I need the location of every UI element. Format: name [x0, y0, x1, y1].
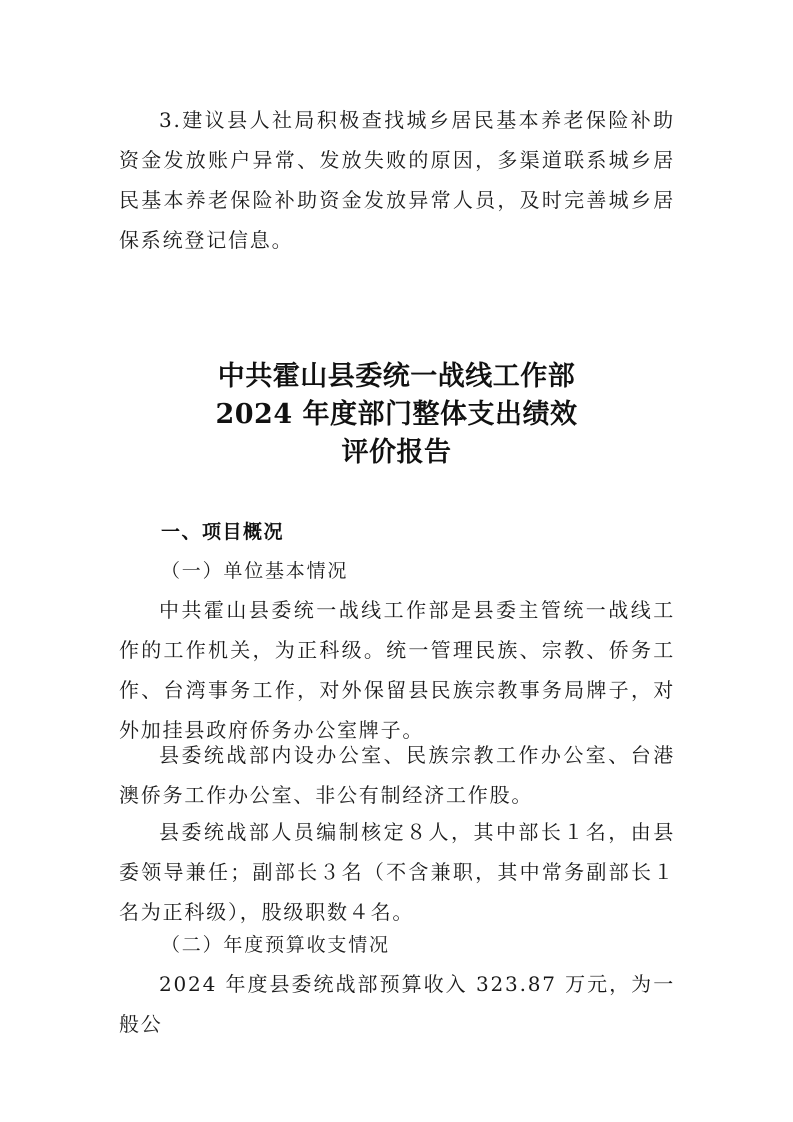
report-title-line-1: 中共霍山县委统一战线工作部 [217, 361, 576, 392]
body-paragraph: 县委统战部人员编制核定８人，其中部长１名，由县委领导兼任；副部长３名（不含兼职，其中常务副部长１名为正科级），股级职数４名。 [119, 820, 675, 924]
section-heading: 一、项目概况 [161, 521, 285, 543]
subsection-heading: （二）年度预算收支情况 [161, 934, 390, 956]
body-paragraph: 2024 年度县委统战部预算收入 323.87 万元，为一般公 [119, 972, 675, 1036]
body-paragraph: 县委统战部内设办公室、民族宗教工作办公室、台港澳侨务工作办公室、非公有制经济工作股。 [119, 743, 675, 807]
report-title-line-2: 2024 年度部门整体支出绩效 [215, 399, 578, 430]
intro-paragraph: 3.建议县人社局积极查找城乡居民基本养老保险补助资金发放账户异常、发放失败的原因，多渠道联系城乡居民基本养老保险补助资金发放异常人员，及时完善城乡居保系统登记信息。 [119, 108, 675, 252]
body-paragraph: 中共霍山县委统一战线工作部是县委主管统一战线工作的工作机关，为正科级。统一管理民族、宗教、侨务工作、台湾事务工作，对外保留县民族宗教事务局牌子，对外加挂县政府侨务办公室牌子。 [119, 598, 675, 742]
subsection-heading: （一）单位基本情况 [161, 560, 349, 582]
report-title-line-3: 评价报告 [341, 437, 452, 468]
